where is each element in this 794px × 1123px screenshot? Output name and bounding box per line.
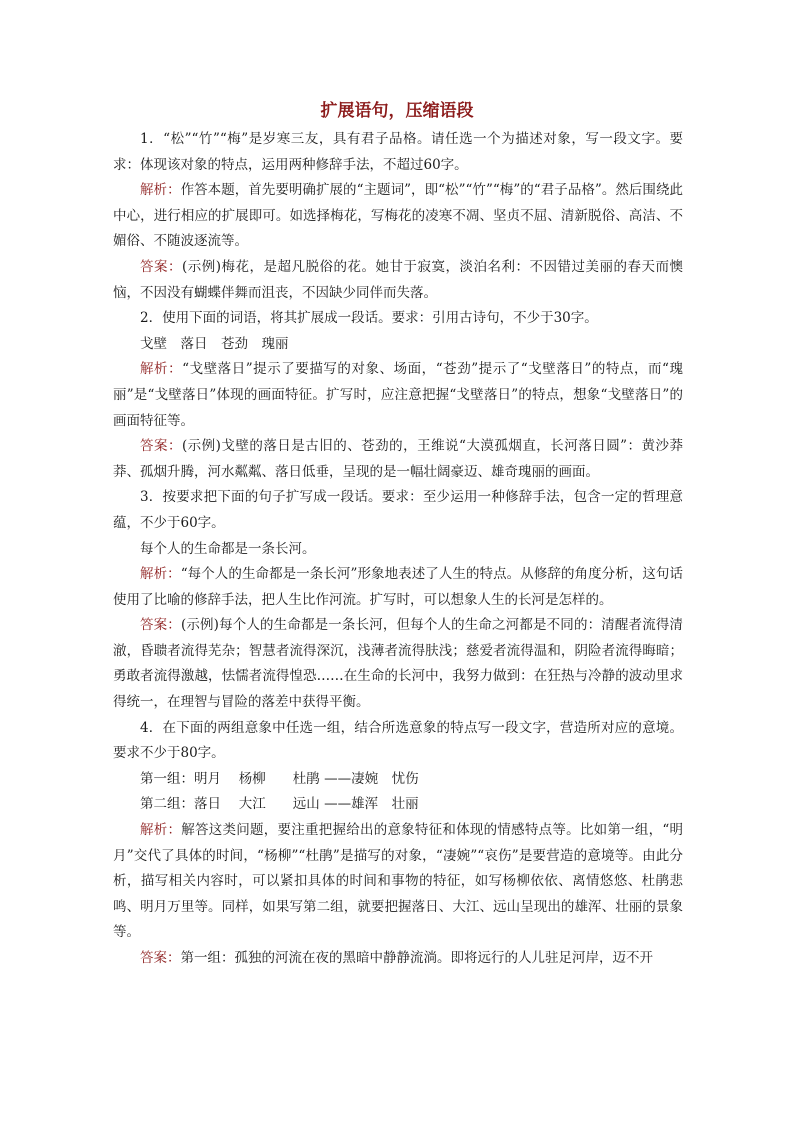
analysis-text: 作答本题，首先要明确扩展的“主题词”，即“松”“竹”“梅”的“君子品格”。然后围绕此中心，进行相应的扩展即可。如选择梅花，写梅花的凌寒不凋、坚贞不屈、清新脱俗、高洁、不媚俗、不随波逐流等。 — [113, 182, 684, 250]
analysis-label: 解析： — [140, 361, 183, 378]
answer-label: 答案： — [140, 438, 182, 455]
question-3-sentence: 每个人的生命都是一条长河。 — [140, 540, 316, 557]
answer-label: 答案： — [140, 950, 181, 966]
question-2-words: 戈壁 落日 苍劲 瑰丽 — [140, 335, 289, 352]
question-4: 4．在下面的两组意象中任选一组，结合所选意象的特点写一段文字，营造所对应的意境。要求不少于80字。 — [113, 719, 683, 762]
question-3: 3．按要求把下面的句子扩写成一段话。要求：至少运用一种修辞手法，包含一定的哲理意蕴，不少于60字。 — [113, 489, 683, 531]
analysis-label: 解析： — [140, 182, 181, 199]
question-1: 1．“松”“竹”“梅”是岁寒三友，具有君子品格。请任选一个为描述对象，写一段文字。要求：体现该对象的特点，运用两种修辞手法，不超过60字。 — [113, 131, 683, 173]
analysis-1 — [113, 178, 683, 255]
answer-1 — [113, 255, 683, 306]
analysis-text: “戈壁落日”提示了要描写的对象、场面，“苍劲”提示了“戈壁落日”的特点，而“瑰丽”是“戈壁落日”体现的画面特征。扩写时，应注意把握“戈壁落日”的特点，想象“戈壁落日”的画面特征等。 — [113, 361, 683, 429]
answer-label: 答案： — [140, 617, 181, 634]
document-body — [113, 127, 683, 972]
analysis-text: “每个人的生命都是一条长河”形象地表述了人生的特点。从修辞的角度分析，这句话使用了比喻的修辞手法，把人生比作河流。扩写时，可以想象人生的长河是怎样的。 — [113, 566, 683, 608]
answer-3 — [113, 613, 683, 715]
answer-text: (示例)梅花，是超凡脱俗的花。她甘于寂寞，淡泊名利：不因错过美丽的春天而懊恼，不因没有蝴蝶伴舞而沮丧，不因缺少同伴而失落。 — [113, 258, 683, 301]
page-title: 扩展语句，压缩语段 — [320, 101, 474, 121]
analysis-text: 解答这类问题，要注重把握给出的意象特征和体现的情感特点等。比如第一组，“明月”交代了具体的时间，“杨柳”“杜鹃”是描写的对象，“凄婉”“哀伤”是要营造的意境等。由此分析，描写相关内容时，可以紧扣具体的时间和事物的特征，如写杨柳依依、离情悠悠、杜鹃悲鸣、明月万里等。同样，如果写第二组，就要把握落日、大江、远山呈现出的雄浑、壮丽的景象等。 — [113, 822, 684, 941]
question-4-group-2: 第二组：落日 大江 远山 ——雄浑 壮丽 — [140, 796, 419, 813]
analysis-2 — [113, 357, 683, 434]
answer-text: (示例)每个人的生命都是一条长河，但每个人的生命之河都是不同的：清醒者流得清澈，昏聩者流得芜杂；智慧者流得深沉，浅薄者流得肤浅；慈爱者流得温和，阴险者流得晦暗；勇敢者流得激越，怯懦者流得惶恐……在生命的长河中，我努力做到：在狂热与冷静的波动里求得统一，在理智与冒险的落差中获得平衡。 — [113, 617, 683, 711]
analysis-3 — [113, 562, 683, 613]
answer-text: (示例)戈壁的落日是古旧的、苍劲的，王维说“大漠孤烟直，长河落日圆”：黄沙莽莽、孤烟升腾，河水粼粼、落日低垂，呈现的是一幅壮阔豪迈、雄奇瑰丽的画面。 — [113, 438, 683, 480]
answer-2 — [113, 434, 683, 485]
analysis-4 — [113, 818, 683, 946]
question-2: 2．使用下面的词语，将其扩展成一段话。要求：引用古诗句，不少于30字。 — [140, 310, 598, 327]
answer-text: 第一组：孤独的河流在夜的黑暗中静静流淌。即将远行的人儿驻足河岸，迈不开 — [180, 950, 653, 966]
analysis-label: 解析： — [140, 822, 182, 839]
analysis-label: 解析： — [140, 566, 181, 583]
question-4-group-1: 第一组：明月 杨柳 杜鹃 ——凄婉 忧伤 — [140, 770, 419, 787]
answer-label: 答案： — [140, 258, 182, 275]
answer-4 — [113, 946, 683, 972]
